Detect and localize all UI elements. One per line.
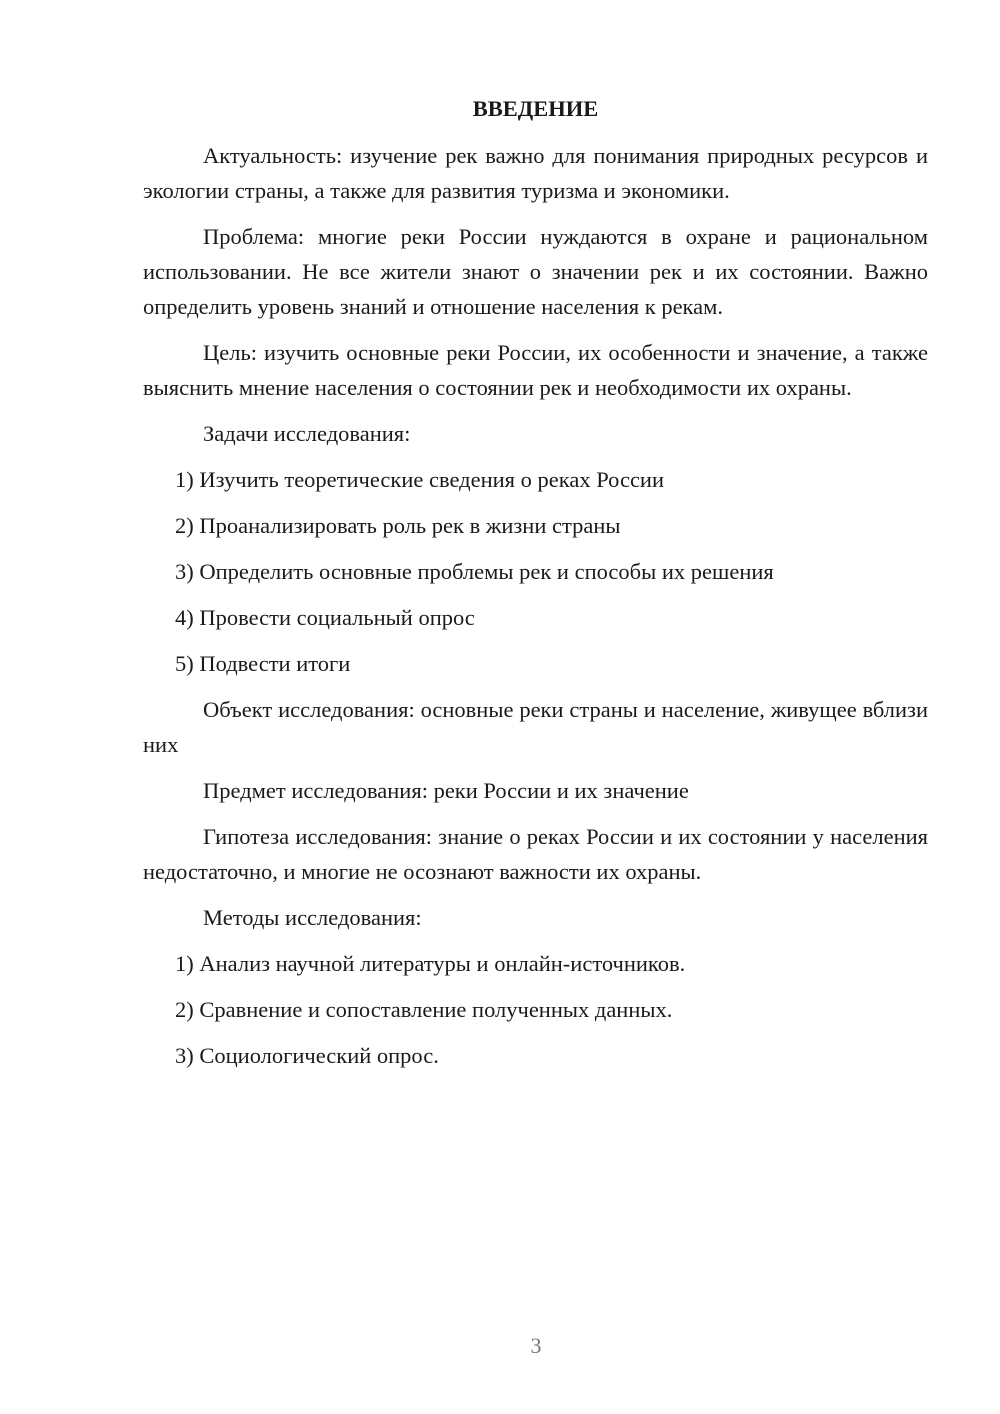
object-paragraph: Объект исследования: основные реки страны и население, живущее вблизи них <box>143 697 928 757</box>
hypothesis-paragraph: Гипотеза исследования: знание о реках России и их состоянии у населения недостаточно, и многие не осознают важности их охраны. <box>143 824 928 884</box>
task-item: 1) Изучить теоретические сведения о реках России <box>175 467 665 492</box>
tasks-heading: Задачи исследования: <box>203 421 411 446</box>
page-content <box>143 94 928 1084</box>
page-title: ВВЕДЕНИЕ <box>472 96 599 121</box>
method-item: 2) Сравнение и сопоставление полученных данных. <box>175 997 673 1022</box>
methods-heading: Методы исследования: <box>203 905 422 930</box>
task-item: 3) Определить основные проблемы рек и способы их решения <box>175 559 774 584</box>
method-item: 1) Анализ научной литературы и онлайн-источников. <box>175 951 686 976</box>
subject-paragraph: Предмет исследования: реки России и их значение <box>203 778 689 803</box>
task-item: 4) Провести социальный опрос <box>175 605 475 630</box>
task-item: 5) Подвести итоги <box>175 651 351 676</box>
problem-paragraph: Проблема: многие реки России нуждаются в охране и рациональном использовании. Не все жители знают о значении рек и их состоянии. Важно определить уровень знаний и отношение населения к рекам. <box>143 224 928 319</box>
method-item: 3) Социологический опрос. <box>175 1043 439 1068</box>
page-number: 3 <box>530 1333 542 1358</box>
goal-paragraph: Цель: изучить основные реки России, их особенности и значение, а также выяснить мнение населения о состоянии рек и необходимости их охраны. <box>143 340 928 400</box>
relevance-paragraph: Актуальность: изучение рек важно для понимания природных ресурсов и экологии страны, а также для развития туризма и экономики. <box>143 143 928 203</box>
task-item: 2) Проанализировать роль рек в жизни страны <box>175 513 621 538</box>
